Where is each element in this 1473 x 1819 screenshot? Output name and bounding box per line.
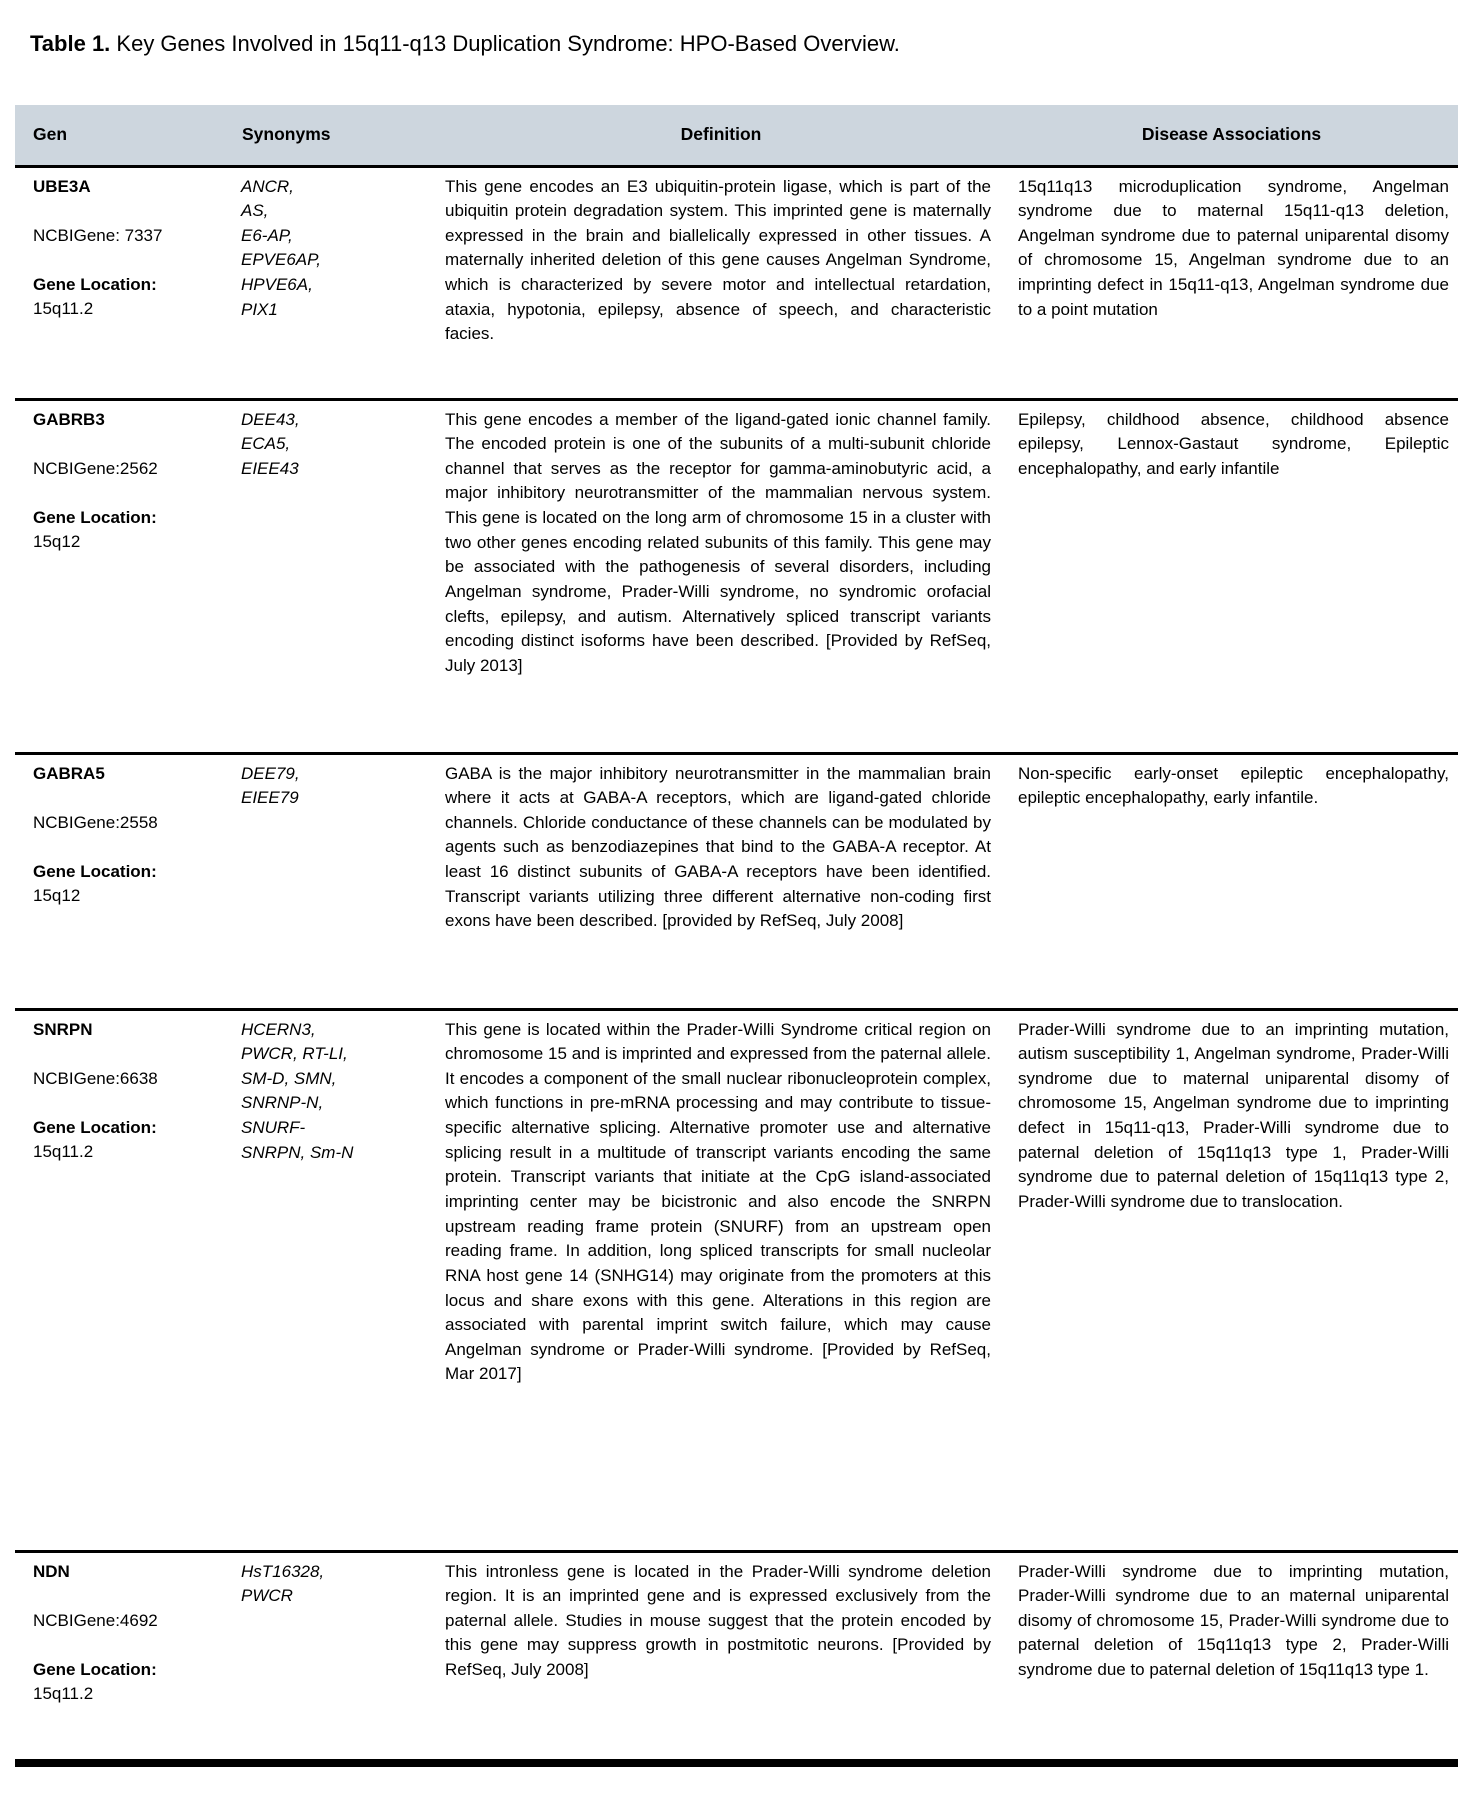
spacer <box>33 432 234 457</box>
col-header-disease-associations: Disease Associations <box>1005 105 1458 167</box>
gene-location-label: Gene Location: <box>33 861 157 881</box>
gene-location-value: 15q11.2 <box>33 1684 94 1704</box>
synonym-line: EPVE6AP, <box>241 250 322 270</box>
definition-cell: This gene encodes a member of the ligand-gated ionic channel family. The encoded protein is one of the subunits of a multi-subunit chloride channel that serves as the receptor for gamma-aminobutyric acid, a major inhibitory neurotransmitter of the mammalian nervous system. This gene is located on the long arm of chromosome 15 in a cluster with two other genes encoding related subunits of this family. This gene may be associated with the pathogenesis of several disorders, including Angelman syndrome, Prader-Willi syndrome, no syndromic orofacial clefts, epilepsy, and autism. Alternatively spliced transcript variants encoding distinct isoforms have been described. [Provided by RefSeq, July 2013] <box>445 409 991 675</box>
spacer <box>33 786 234 811</box>
synonyms-cell <box>240 1551 437 1763</box>
table-row <box>15 399 1458 753</box>
header-row <box>15 105 1458 167</box>
definition-cell: This intronless gene is located in the Prader-Willi syndrome deletion region. It is an imprinted gene and is expressed exclusively from the paternal allele. Studies in mouse suggest that the protein encoded by this gene may suppress growth in postmitotic neurons. [Provided by RefSeq, July 2008] <box>445 1561 991 1680</box>
gene-cell <box>15 1551 240 1763</box>
spacer <box>33 1633 234 1658</box>
col-header-definition: Definition <box>437 105 1005 167</box>
definition-cell: This gene encodes an E3 ubiquitin-protein ligase, which is part of the ubiquitin protein degradation system. This imprinted gene is maternally expressed in the brain and biallelically expressed in other tissues. A maternally inherited deletion of this gene causes Angelman Syndrome, which is characterized by severe motor and intellectual retardation, ataxia, hypotonia, epilepsy, absence of speech, and characteristic facies. <box>445 176 991 344</box>
table-row <box>15 1551 1458 1763</box>
gene-location-value: 15q11.2 <box>33 299 94 319</box>
table-row <box>15 753 1458 1009</box>
disease-associations-cell: 15q11q13 microduplication syndrome, Angelman syndrome due to maternal 15q11-q13 deletion, Angelman syndrome due to paternal uniparental disomy of chromosome 15, Angelman syndrome due to an imprinting defect in 15q11-q13, Angelman syndrome due to a point mutation <box>1018 176 1449 319</box>
synonym-line: SNRNP-N, <box>241 1093 324 1113</box>
synonym-line: HPVE6A, <box>241 275 313 295</box>
synonym-line: ANCR, <box>241 176 294 196</box>
gene-name: GABRB3 <box>33 409 105 429</box>
synonym-line: SNRPN, Sm-N <box>241 1142 354 1162</box>
gene-location-label: Gene Location: <box>33 1117 157 1137</box>
synonym-line: SM-D, SMN, <box>241 1068 337 1088</box>
spacer <box>33 1091 234 1116</box>
gene-location-value: 15q12 <box>33 886 81 906</box>
gene-location-label: Gene Location: <box>33 1659 157 1679</box>
gene-ncbi-id: NCBIGene:2562 <box>33 458 158 478</box>
spacer <box>33 248 234 273</box>
synonym-line: DEE43, <box>241 409 300 429</box>
synonym-line: ECA5, <box>241 434 291 454</box>
disease-associations-cell: Non-specific early-onset epileptic encephalopathy, epileptic encephalopathy, early infantile. <box>1018 763 1449 808</box>
spacer <box>33 199 234 224</box>
spacer <box>33 1042 234 1067</box>
spacer <box>33 835 234 860</box>
table-row <box>15 1009 1458 1551</box>
disease-associations-cell: Epilepsy, childhood absence, childhood absence epilepsy, Lennox-Gastaut syndrome, Epileptic encephalopathy, and early infantile <box>1018 409 1449 478</box>
disease-associations-cell: Prader-Willi syndrome due to an imprinting mutation, autism susceptibility 1, Angelman syndrome, Prader-Willi syndrome due to maternal uniparental disomy of chromosome 15, Angelman syndrome due to imprinting defect in 15q11-q13, Prader-Willi syndrome due to paternal deletion of 15q11q13 type 1, Prader-Willi syndrome due to paternal deletion of 15q11q13 type 2, Prader-Willi syndrome due to translocation. <box>1018 1019 1449 1211</box>
gene-name: UBE3A <box>33 176 91 196</box>
gene-location-value: 15q12 <box>33 532 81 552</box>
synonym-line: AS, <box>241 201 269 221</box>
gene-name: GABRA5 <box>33 763 105 783</box>
spacer <box>33 1584 234 1609</box>
gene-ncbi-id: NCBIGene:2558 <box>33 812 158 832</box>
gene-table <box>15 105 1458 1768</box>
synonyms-cell <box>240 399 437 753</box>
gene-cell <box>15 1009 240 1551</box>
gene-cell <box>15 753 240 1009</box>
col-header-gen: Gen <box>15 105 240 167</box>
gene-ncbi-id: NCBIGene: 7337 <box>33 225 163 245</box>
synonym-line: HsT16328, <box>241 1561 325 1581</box>
page-title <box>30 30 1473 58</box>
synonym-line: SNURF- <box>241 1118 306 1138</box>
gene-location-label: Gene Location: <box>33 507 157 527</box>
gene-ncbi-id: NCBIGene:4692 <box>33 1610 158 1630</box>
gene-ncbi-id: NCBIGene:6638 <box>33 1068 158 1088</box>
col-header-synonyms: Synonyms <box>240 105 437 167</box>
synonym-line: PIX1 <box>241 299 278 319</box>
synonyms-cell <box>240 753 437 1009</box>
spacer <box>33 481 234 506</box>
table-title-text: Key Genes Involved in 15q11-q13 Duplication Syndrome: HPO-Based Overview. <box>110 31 900 56</box>
gene-location-value: 15q11.2 <box>33 1142 94 1162</box>
synonym-line: EIEE79 <box>241 788 299 808</box>
synonym-line: DEE79, <box>241 763 300 783</box>
gene-name: NDN <box>33 1561 70 1581</box>
definition-cell: This gene is located within the Prader-Willi Syndrome critical region on chromosome 15 and is imprinted and expressed from the paternal allele. It encodes a component of the small nuclear ribonucleoprotein complex, which functions in pre-mRNA processing and may contribute to tissue-specific alternative splicing. Alternative promoter use and alternative splicing result in a multitude of transcript variants encoding the same protein. Transcript variants that initiate at the CpG island-associated imprinting center may be bicistronic and also encode the SNRPN upstream reading frame protein (SNURF) from an upstream open reading frame. In addition, long spliced transcripts for small nucleolar RNA host gene 14 (SNHG14) may originate from the promoters at this locus and share exons with this gene. Alterations in this region are associated with parental imprint switch failure, which may cause Angelman syndrome or Prader-Willi syndrome. [Provided by RefSeq, Mar 2017] <box>445 1019 991 1384</box>
gene-cell <box>15 166 240 399</box>
disease-associations-cell: Prader-Willi syndrome due to imprinting mutation, Prader-Willi syndrome due to an maternal uniparental disomy of chromosome 15, Prader-Willi syndrome due to paternal deletion of 15q11q13 type 2, Prader-Willi syndrome due to paternal deletion of 15q11q13 type 1. <box>1018 1561 1449 1680</box>
synonym-line: EIEE43 <box>241 458 299 478</box>
synonyms-cell <box>240 166 437 399</box>
gene-cell <box>15 399 240 753</box>
table-row <box>15 166 1458 399</box>
synonym-line: PWCR <box>241 1586 293 1606</box>
gene-name: SNRPN <box>33 1019 93 1039</box>
gene-location-label: Gene Location: <box>33 274 157 294</box>
synonyms-cell <box>240 1009 437 1551</box>
synonym-line: E6-AP, <box>241 225 293 245</box>
table-number-label: Table 1. <box>30 31 111 56</box>
definition-cell: GABA is the major inhibitory neurotransmitter in the mammalian brain where it acts at GABA-A receptors, which are ligand-gated chloride channels. Chloride conductance of these channels can be modulated by agents such as benzodiazepines that bind to the GABA-A receptor. At least 16 distinct subunits of GABA-A receptors have been identified. Transcript variants utilizing three different alternative non-coding first exons have been described. [provided by RefSeq, July 2008] <box>445 763 991 931</box>
synonym-line: HCERN3, <box>241 1019 316 1039</box>
synonym-line: PWCR, RT-LI, <box>241 1044 348 1064</box>
